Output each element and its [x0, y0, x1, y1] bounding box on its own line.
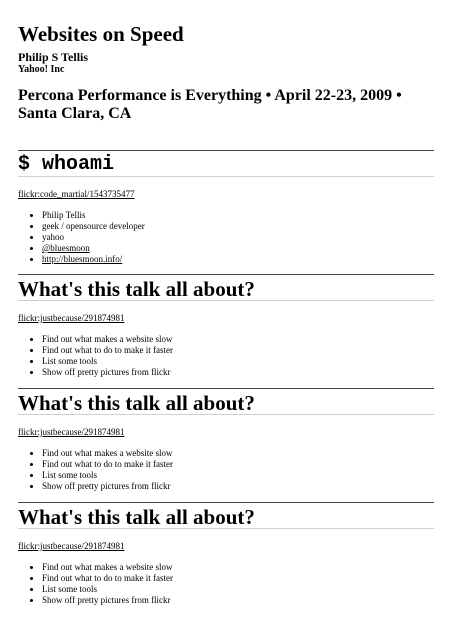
slide-talk-about-3: [18, 502, 434, 606]
list-item: • Find out what to do to make it faster: [42, 573, 434, 584]
list-item: [42, 254, 434, 265]
bullet-list: [18, 210, 434, 265]
list-item: • Show off pretty pictures from flickr: [42, 481, 434, 492]
list-item: • yahoo: [42, 232, 434, 243]
event-line: Percona Performance is Everything • April 22-23, 2009 • Santa Clara, CA: [18, 87, 402, 122]
homepage-link[interactable]: http://bluesmoon.info/: [42, 254, 123, 264]
document-title: Websites on Speed: [18, 22, 184, 46]
flickr-credit-link[interactable]: flickr:justbecause/291874981: [18, 541, 125, 551]
flickr-credit-link[interactable]: flickr:code_martial/1543735477: [18, 189, 135, 199]
slide-talk-about-1: [18, 274, 434, 378]
bullet-list: [18, 334, 434, 378]
flickr-credit-link[interactable]: flickr:justbecause/291874981: [18, 313, 125, 323]
list-item: • List some tools: [42, 470, 434, 481]
list-item: • geek / opensource developer: [42, 221, 434, 232]
list-item: • Show off pretty pictures from flickr: [42, 595, 434, 606]
bullet-list: [18, 448, 434, 492]
list-item: • Philip Tellis: [42, 210, 434, 221]
slide-talk-about-2: [18, 388, 434, 492]
list-item: [42, 243, 434, 254]
list-item: • Find out what makes a website slow: [42, 334, 434, 345]
slide-heading: What's this talk all about?: [18, 391, 255, 415]
list-item: • List some tools: [42, 584, 434, 595]
slide-heading: What's this talk all about?: [18, 277, 255, 301]
slide-heading: $ whoami: [18, 153, 115, 176]
list-item: • Show off pretty pictures from flickr: [42, 367, 434, 378]
list-item: • List some tools: [42, 356, 434, 367]
author-organization: Yahoo! Inc: [18, 64, 65, 75]
slide-heading: What's this talk all about?: [18, 505, 255, 529]
bullet-list: [18, 562, 434, 606]
twitter-handle-link[interactable]: @bluesmoon: [42, 243, 90, 253]
list-item: • Find out what makes a website slow: [42, 562, 434, 573]
list-item: • Find out what to do to make it faster: [42, 345, 434, 356]
author-name: Philip S Tellis: [18, 50, 89, 64]
list-item: • Find out what makes a website slow: [42, 448, 434, 459]
list-item: • Find out what to do to make it faster: [42, 459, 434, 470]
flickr-credit-link[interactable]: flickr:justbecause/291874981: [18, 427, 125, 437]
slide-whoami: [18, 150, 434, 265]
